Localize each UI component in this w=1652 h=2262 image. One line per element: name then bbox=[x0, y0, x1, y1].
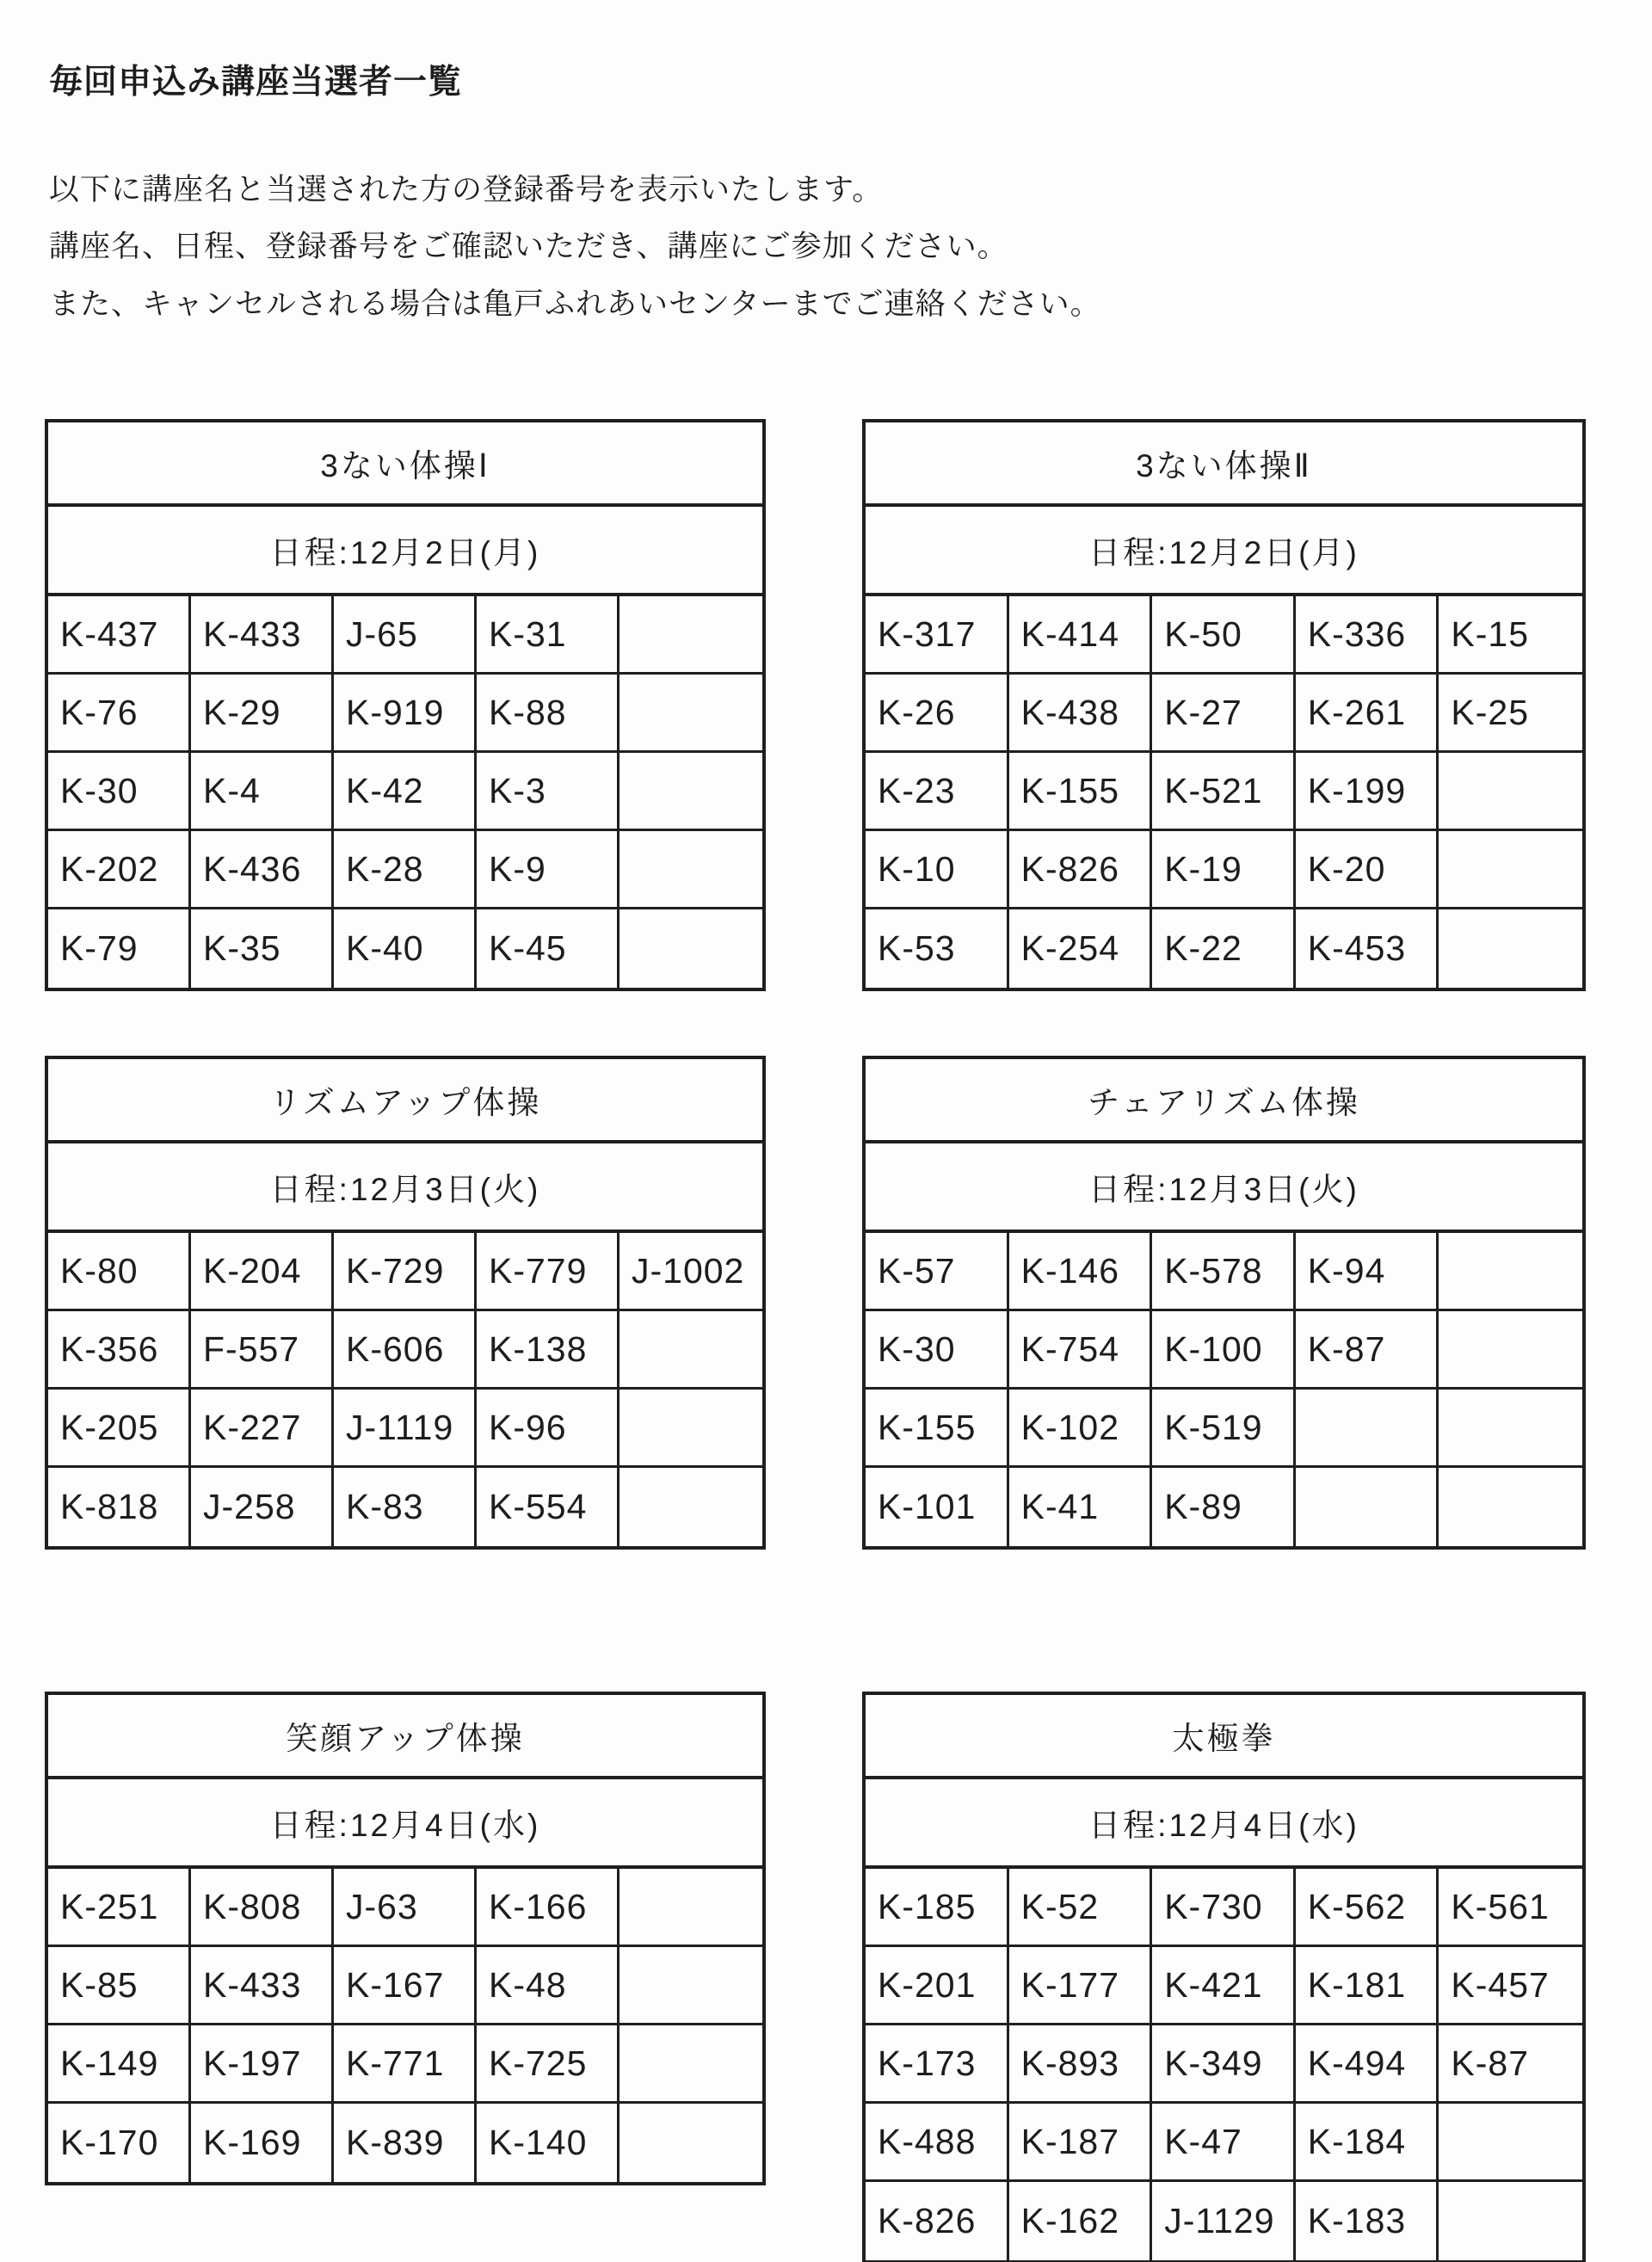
course-title: 太極拳 bbox=[866, 1695, 1582, 1779]
registration-number-cell: K-187 bbox=[1009, 2104, 1153, 2182]
registration-number-cell: K-25 bbox=[1439, 675, 1582, 753]
empty-cell bbox=[1296, 1390, 1439, 1468]
registration-number-cell: K-578 bbox=[1152, 1233, 1296, 1311]
course-title: リズムアップ体操 bbox=[48, 1059, 762, 1143]
registration-number-cell: K-31 bbox=[477, 596, 620, 675]
registration-number-cell: K-40 bbox=[334, 909, 477, 988]
registration-number-cell: K-42 bbox=[334, 753, 477, 831]
registration-number-cell: K-140 bbox=[477, 2104, 620, 2182]
registration-number-cell: K-205 bbox=[48, 1390, 191, 1468]
page-title: 毎回申込み講座当選者一覧 bbox=[49, 64, 463, 101]
registration-number-cell: K-19 bbox=[1152, 831, 1296, 909]
registration-number-cell: K-421 bbox=[1152, 1947, 1296, 2025]
registration-number-cell: K-162 bbox=[1009, 2182, 1153, 2260]
registration-number-cell: K-23 bbox=[866, 753, 1009, 831]
registration-number-cell: K-167 bbox=[334, 1947, 477, 2025]
registration-number-cell: K-80 bbox=[48, 1233, 191, 1311]
registration-number-cell: K-30 bbox=[48, 753, 191, 831]
registration-number-cell: K-261 bbox=[1296, 675, 1439, 753]
winner-number-grid bbox=[48, 1233, 762, 1546]
registration-number-cell: J-258 bbox=[191, 1468, 334, 1546]
course-schedule: 日程:12月4日(水) bbox=[866, 1779, 1582, 1869]
registration-number-cell: K-20 bbox=[1296, 831, 1439, 909]
registration-number-cell: K-251 bbox=[48, 1869, 191, 1947]
empty-cell bbox=[620, 1947, 762, 2025]
registration-number-cell: K-88 bbox=[477, 675, 620, 753]
registration-number-cell: K-488 bbox=[866, 2104, 1009, 2182]
registration-number-cell: K-521 bbox=[1152, 753, 1296, 831]
course-table-3nai-taisou-2 bbox=[862, 419, 1586, 991]
registration-number-cell: K-52 bbox=[1009, 1869, 1153, 1947]
registration-number-cell: K-414 bbox=[1009, 596, 1153, 675]
course-schedule: 日程:12月4日(水) bbox=[48, 1779, 762, 1869]
course-schedule: 日程:12月2日(月) bbox=[48, 507, 762, 596]
registration-number-cell: K-27 bbox=[1152, 675, 1296, 753]
registration-number-cell: K-729 bbox=[334, 1233, 477, 1311]
registration-number-cell: K-89 bbox=[1152, 1468, 1296, 1546]
registration-number-cell: K-336 bbox=[1296, 596, 1439, 675]
registration-number-cell: K-185 bbox=[866, 1869, 1009, 1947]
empty-cell bbox=[620, 1311, 762, 1390]
registration-number-cell: K-201 bbox=[866, 1947, 1009, 2025]
registration-number-cell: K-15 bbox=[1439, 596, 1582, 675]
registration-number-cell: K-826 bbox=[866, 2182, 1009, 2260]
registration-number-cell: K-227 bbox=[191, 1390, 334, 1468]
registration-number-cell: K-519 bbox=[1152, 1390, 1296, 1468]
registration-number-cell: K-47 bbox=[1152, 2104, 1296, 2182]
course-title: チェアリズム体操 bbox=[866, 1059, 1582, 1143]
empty-cell bbox=[620, 1869, 762, 1947]
registration-number-cell: K-173 bbox=[866, 2025, 1009, 2104]
empty-cell bbox=[1439, 2182, 1582, 2260]
registration-number-cell: K-9 bbox=[477, 831, 620, 909]
registration-number-cell: K-437 bbox=[48, 596, 191, 675]
registration-number-cell: K-453 bbox=[1296, 909, 1439, 988]
empty-cell bbox=[620, 753, 762, 831]
registration-number-cell: K-26 bbox=[866, 675, 1009, 753]
registration-number-cell: K-22 bbox=[1152, 909, 1296, 988]
course-table-taikyokuken bbox=[862, 1692, 1586, 2262]
course-schedule: 日程:12月2日(月) bbox=[866, 507, 1582, 596]
empty-cell bbox=[1439, 2104, 1582, 2182]
empty-cell bbox=[1439, 1311, 1582, 1390]
registration-number-cell: K-606 bbox=[334, 1311, 477, 1390]
registration-number-cell: J-65 bbox=[334, 596, 477, 675]
empty-cell bbox=[620, 1390, 762, 1468]
registration-number-cell: K-808 bbox=[191, 1869, 334, 1947]
registration-number-cell: K-155 bbox=[1009, 753, 1153, 831]
empty-cell bbox=[620, 1468, 762, 1546]
registration-number-cell: K-170 bbox=[48, 2104, 191, 2182]
course-title: 3ない体操Ⅰ bbox=[48, 422, 762, 507]
registration-number-cell: K-254 bbox=[1009, 909, 1153, 988]
registration-number-cell: K-155 bbox=[866, 1390, 1009, 1468]
empty-cell bbox=[1439, 909, 1582, 988]
winner-number-grid bbox=[866, 1869, 1582, 2260]
course-table-egao-up-taisou bbox=[45, 1692, 766, 2185]
registration-number-cell: K-28 bbox=[334, 831, 477, 909]
registration-number-cell: K-561 bbox=[1439, 1869, 1582, 1947]
empty-cell bbox=[620, 2104, 762, 2182]
registration-number-cell: K-554 bbox=[477, 1468, 620, 1546]
registration-number-cell: K-839 bbox=[334, 2104, 477, 2182]
registration-number-cell: K-35 bbox=[191, 909, 334, 988]
registration-number-cell: K-204 bbox=[191, 1233, 334, 1311]
registration-number-cell: K-349 bbox=[1152, 2025, 1296, 2104]
registration-number-cell: K-76 bbox=[48, 675, 191, 753]
course-table-chair-rhythm-taisou bbox=[862, 1056, 1586, 1550]
registration-number-cell: K-433 bbox=[191, 1947, 334, 2025]
empty-cell bbox=[1439, 1468, 1582, 1546]
registration-number-cell: K-138 bbox=[477, 1311, 620, 1390]
registration-number-cell: K-166 bbox=[477, 1869, 620, 1947]
registration-number-cell: K-725 bbox=[477, 2025, 620, 2104]
empty-cell bbox=[620, 596, 762, 675]
course-table-3nai-taisou-1 bbox=[45, 419, 766, 991]
registration-number-cell: K-41 bbox=[1009, 1468, 1153, 1546]
empty-cell bbox=[620, 831, 762, 909]
registration-number-cell: J-1119 bbox=[334, 1390, 477, 1468]
registration-number-cell: K-30 bbox=[866, 1311, 1009, 1390]
registration-number-cell: K-87 bbox=[1296, 1311, 1439, 1390]
registration-number-cell: K-893 bbox=[1009, 2025, 1153, 2104]
registration-number-cell: K-818 bbox=[48, 1468, 191, 1546]
registration-number-cell: K-169 bbox=[191, 2104, 334, 2182]
registration-number-cell: K-826 bbox=[1009, 831, 1153, 909]
registration-number-cell: K-438 bbox=[1009, 675, 1153, 753]
winner-number-grid bbox=[866, 596, 1582, 988]
registration-number-cell: K-562 bbox=[1296, 1869, 1439, 1947]
course-schedule: 日程:12月3日(火) bbox=[48, 1143, 762, 1233]
winner-number-grid bbox=[866, 1233, 1582, 1546]
intro-line-3: また、キャンセルされる場合は亀戸ふれあいセンターまでご連絡ください。 bbox=[49, 287, 1101, 321]
course-table-rhythm-up-taisou bbox=[45, 1056, 766, 1550]
empty-cell bbox=[620, 2025, 762, 2104]
registration-number-cell: K-149 bbox=[48, 2025, 191, 2104]
registration-number-cell: K-356 bbox=[48, 1311, 191, 1390]
registration-number-cell: K-181 bbox=[1296, 1947, 1439, 2025]
registration-number-cell: J-63 bbox=[334, 1869, 477, 1947]
empty-cell bbox=[1296, 1468, 1439, 1546]
empty-cell bbox=[1439, 1233, 1582, 1311]
registration-number-cell: K-199 bbox=[1296, 753, 1439, 831]
registration-number-cell: K-730 bbox=[1152, 1869, 1296, 1947]
registration-number-cell: K-48 bbox=[477, 1947, 620, 2025]
registration-number-cell: K-494 bbox=[1296, 2025, 1439, 2104]
registration-number-cell: K-183 bbox=[1296, 2182, 1439, 2260]
registration-number-cell: K-85 bbox=[48, 1947, 191, 2025]
registration-number-cell: K-94 bbox=[1296, 1233, 1439, 1311]
registration-number-cell: K-29 bbox=[191, 675, 334, 753]
registration-number-cell: K-317 bbox=[866, 596, 1009, 675]
registration-number-cell: K-457 bbox=[1439, 1947, 1582, 2025]
winner-number-grid bbox=[48, 596, 762, 988]
registration-number-cell: K-3 bbox=[477, 753, 620, 831]
registration-number-cell: K-101 bbox=[866, 1468, 1009, 1546]
course-title: 3ない体操Ⅱ bbox=[866, 422, 1582, 507]
registration-number-cell: K-45 bbox=[477, 909, 620, 988]
registration-number-cell: K-53 bbox=[866, 909, 1009, 988]
registration-number-cell: J-1129 bbox=[1152, 2182, 1296, 2260]
registration-number-cell: J-1002 bbox=[620, 1233, 762, 1311]
empty-cell bbox=[1439, 1390, 1582, 1468]
registration-number-cell: K-202 bbox=[48, 831, 191, 909]
registration-number-cell: K-184 bbox=[1296, 2104, 1439, 2182]
empty-cell bbox=[1439, 831, 1582, 909]
registration-number-cell: K-10 bbox=[866, 831, 1009, 909]
registration-number-cell: K-754 bbox=[1009, 1311, 1153, 1390]
registration-number-cell: K-102 bbox=[1009, 1390, 1153, 1468]
registration-number-cell: K-4 bbox=[191, 753, 334, 831]
empty-cell bbox=[1439, 753, 1582, 831]
empty-cell bbox=[620, 675, 762, 753]
winner-number-grid bbox=[48, 1869, 762, 2182]
course-title: 笑顔アップ体操 bbox=[48, 1695, 762, 1779]
registration-number-cell: K-83 bbox=[334, 1468, 477, 1546]
registration-number-cell: K-146 bbox=[1009, 1233, 1153, 1311]
empty-cell bbox=[620, 909, 762, 988]
course-schedule: 日程:12月3日(火) bbox=[866, 1143, 1582, 1233]
registration-number-cell: K-771 bbox=[334, 2025, 477, 2104]
intro-line-2: 講座名、日程、登録番号をご確認いただき、講座にご参加ください。 bbox=[49, 230, 1008, 263]
registration-number-cell: K-197 bbox=[191, 2025, 334, 2104]
registration-number-cell: F-557 bbox=[191, 1311, 334, 1390]
registration-number-cell: K-436 bbox=[191, 831, 334, 909]
registration-number-cell: K-779 bbox=[477, 1233, 620, 1311]
registration-number-cell: K-177 bbox=[1009, 1947, 1153, 2025]
registration-number-cell: K-919 bbox=[334, 675, 477, 753]
registration-number-cell: K-433 bbox=[191, 596, 334, 675]
registration-number-cell: K-57 bbox=[866, 1233, 1009, 1311]
registration-number-cell: K-96 bbox=[477, 1390, 620, 1468]
registration-number-cell: K-50 bbox=[1152, 596, 1296, 675]
intro-line-1: 以下に講座名と当選された方の登録番号を表示いたします。 bbox=[49, 173, 884, 206]
registration-number-cell: K-100 bbox=[1152, 1311, 1296, 1390]
registration-number-cell: K-87 bbox=[1439, 2025, 1582, 2104]
registration-number-cell: K-79 bbox=[48, 909, 191, 988]
